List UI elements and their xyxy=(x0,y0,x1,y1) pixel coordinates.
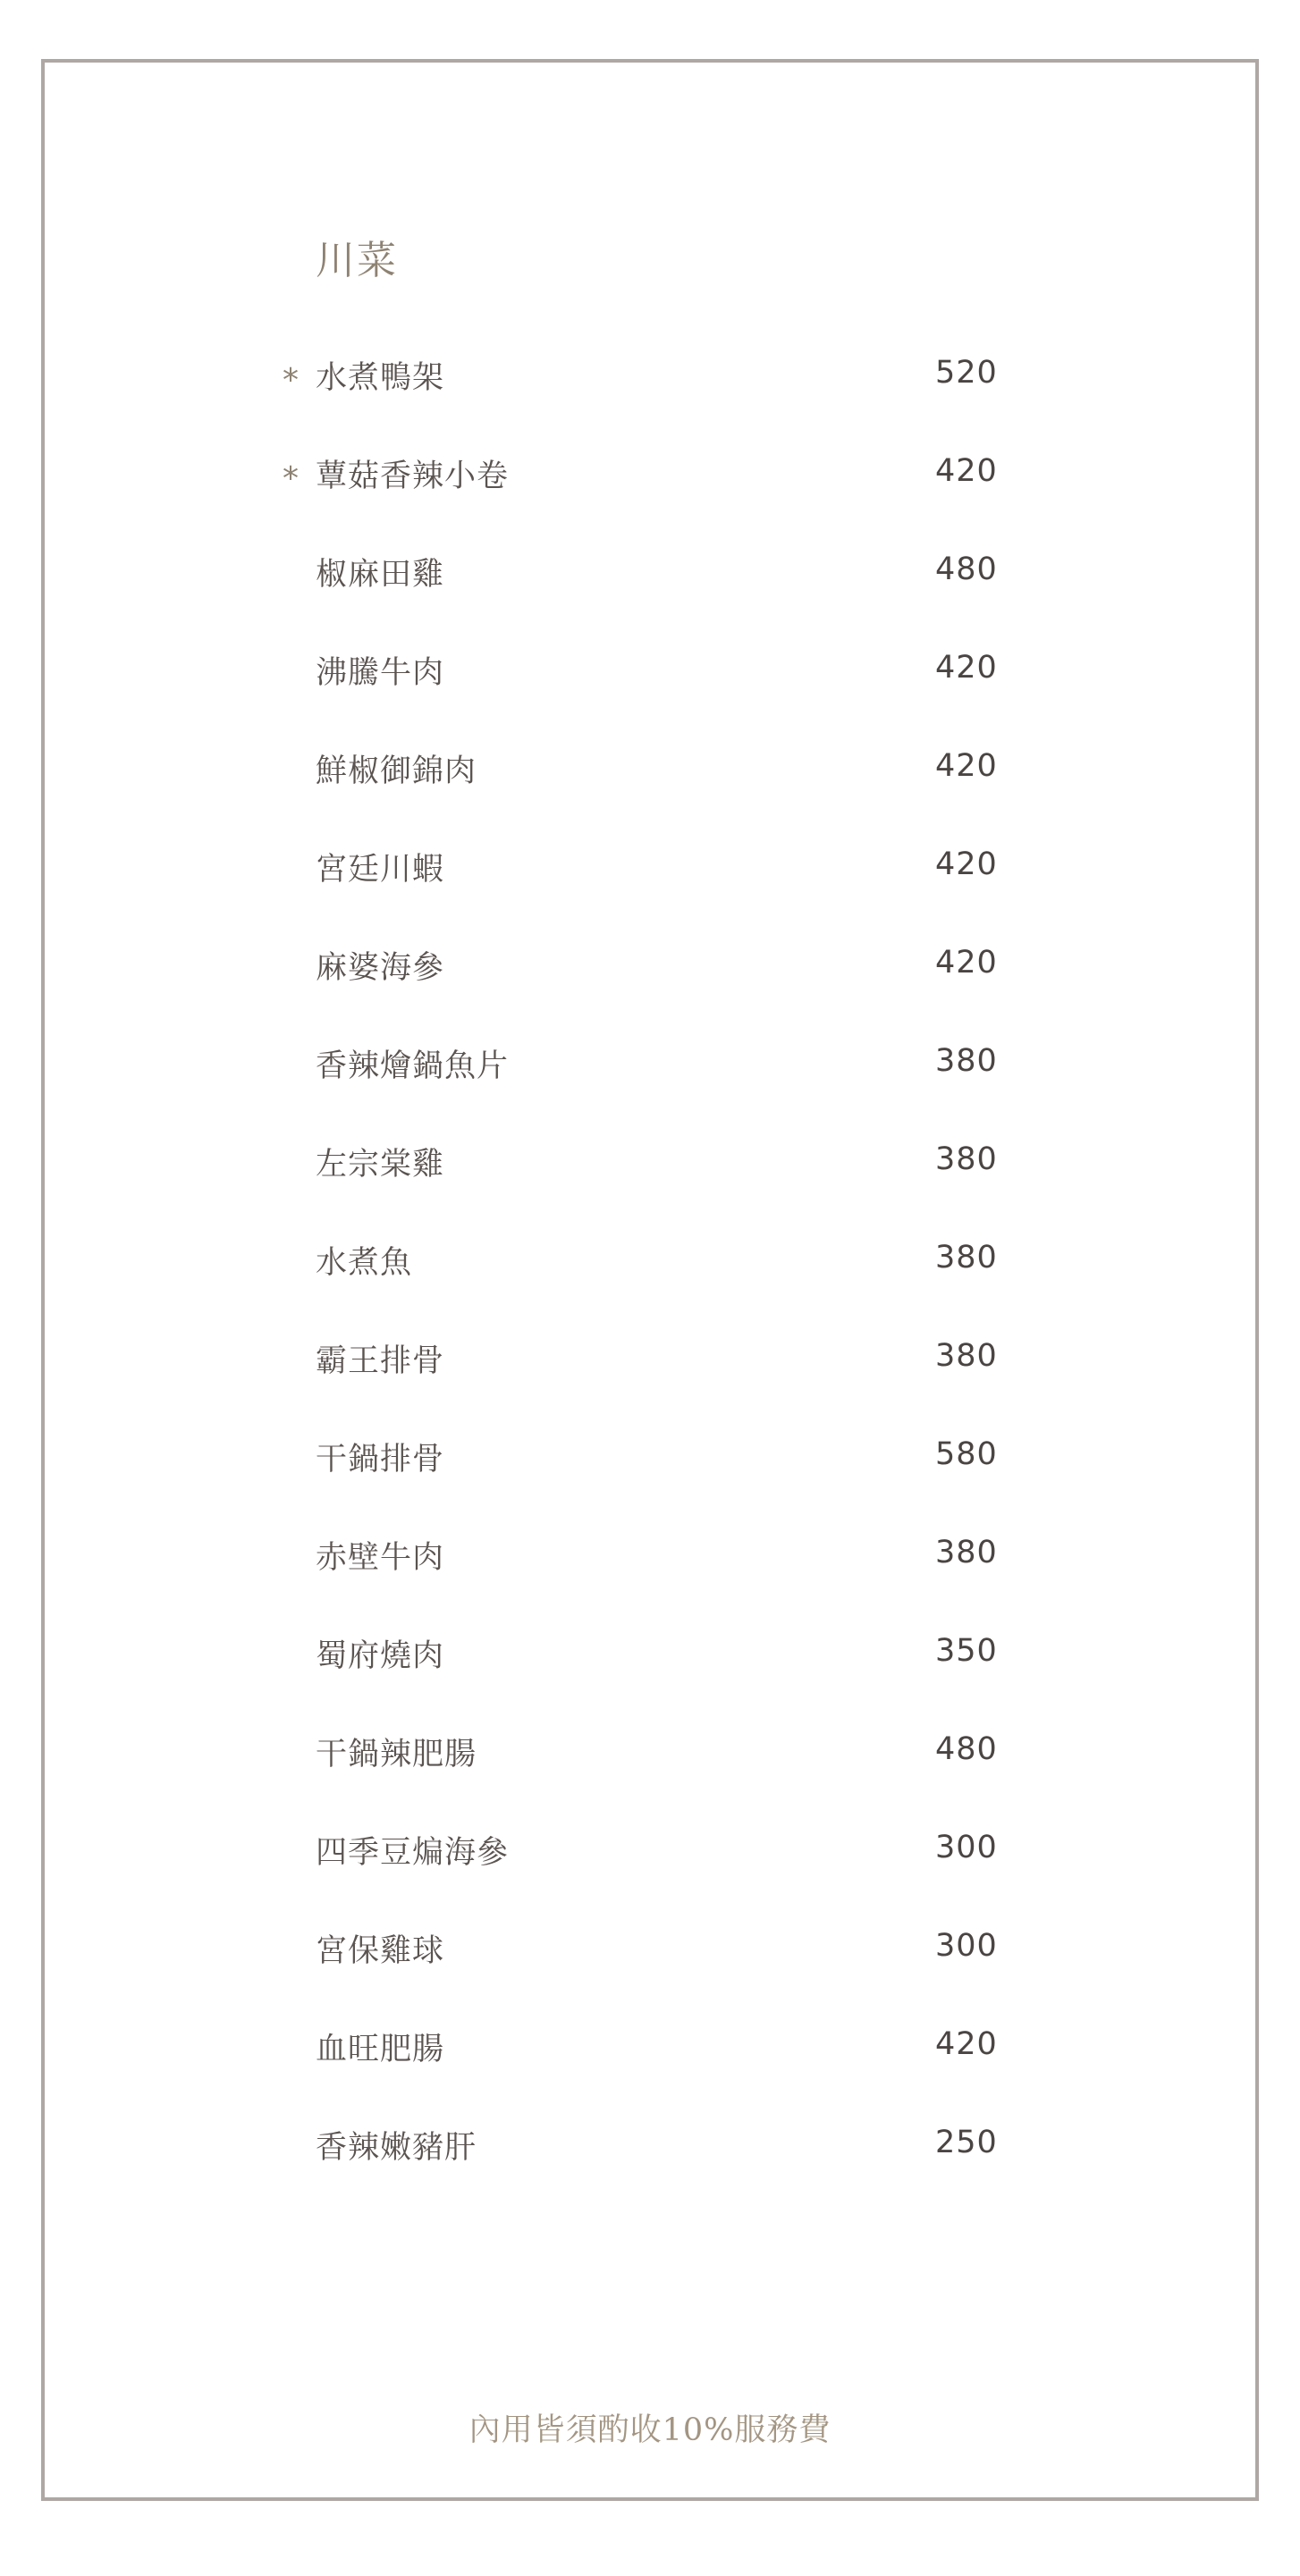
dish-price: 380 xyxy=(935,1338,998,1374)
dish-name: 鮮椒御錦肉 xyxy=(316,753,477,789)
dish-price: 420 xyxy=(935,846,998,882)
dish-price: 420 xyxy=(935,453,998,489)
dish-price: 300 xyxy=(935,1928,998,1964)
dish-name: 麻婆海參 xyxy=(316,950,445,986)
dish-name: 宮廷川蝦 xyxy=(316,852,445,888)
dish-name: 左宗棠雞 xyxy=(316,1147,445,1183)
dish-price: 480 xyxy=(935,551,998,587)
menu-item xyxy=(0,1240,1300,1298)
dish-price: 420 xyxy=(935,2026,998,2062)
menu-item xyxy=(0,1436,1300,1494)
recommended-star-icon: * xyxy=(283,460,299,497)
menu-item xyxy=(0,1043,1300,1101)
menu-item xyxy=(0,2026,1300,2084)
dish-price: 380 xyxy=(935,1240,998,1275)
recommended-star-icon: * xyxy=(283,362,299,399)
dish-name: 水煮鴨架 xyxy=(316,360,445,396)
dish-name: 宮保雞球 xyxy=(316,1933,445,1969)
menu-item xyxy=(0,846,1300,905)
dish-price: 380 xyxy=(935,1141,998,1177)
menu-item xyxy=(0,1338,1300,1396)
menu-item xyxy=(0,551,1300,610)
menu-item xyxy=(0,1141,1300,1200)
menu-item xyxy=(0,1535,1300,1593)
service-charge-note: 內用皆須酌收10%服務費 xyxy=(469,2412,831,2448)
dish-name: 赤壁牛肉 xyxy=(316,1540,445,1576)
dish-price: 420 xyxy=(935,748,998,784)
menu-item xyxy=(0,1830,1300,1888)
dish-price: 300 xyxy=(935,1830,998,1865)
menu-item xyxy=(0,1928,1300,1986)
menu-item xyxy=(0,453,1300,511)
menu-item xyxy=(0,1731,1300,1789)
dish-price: 350 xyxy=(935,1633,998,1669)
dish-name: 蕈菇香辣小卷 xyxy=(316,459,510,494)
dish-name: 沸騰牛肉 xyxy=(316,655,445,691)
dish-price: 520 xyxy=(935,355,998,391)
dish-name: 霸王排骨 xyxy=(316,1343,445,1379)
dish-price: 380 xyxy=(935,1043,998,1079)
dish-name: 四季豆煸海參 xyxy=(316,1835,510,1871)
dish-name: 干鍋辣肥腸 xyxy=(316,1737,477,1772)
dish-name: 香辣燴鍋魚片 xyxy=(316,1048,510,1084)
menu-item xyxy=(0,650,1300,708)
dish-price: 480 xyxy=(935,1731,998,1767)
menu-item xyxy=(0,748,1300,806)
dish-price: 580 xyxy=(935,1436,998,1472)
menu-item xyxy=(0,1633,1300,1691)
dish-name: 血旺肥腸 xyxy=(316,2032,445,2067)
menu-item xyxy=(0,2125,1300,2183)
dish-price: 420 xyxy=(935,945,998,981)
dish-price: 250 xyxy=(935,2125,998,2160)
dish-name: 香辣嫩豬肝 xyxy=(316,2130,477,2166)
section-title: 川菜 xyxy=(316,238,398,283)
dish-name: 蜀府燒肉 xyxy=(316,1638,445,1674)
menu-item xyxy=(0,945,1300,1003)
dish-name: 椒麻田雞 xyxy=(316,557,445,593)
dish-name: 水煮魚 xyxy=(316,1245,413,1281)
dish-price: 380 xyxy=(935,1535,998,1570)
dish-name: 干鍋排骨 xyxy=(316,1442,445,1477)
dish-price: 420 xyxy=(935,650,998,686)
menu-item xyxy=(0,355,1300,413)
